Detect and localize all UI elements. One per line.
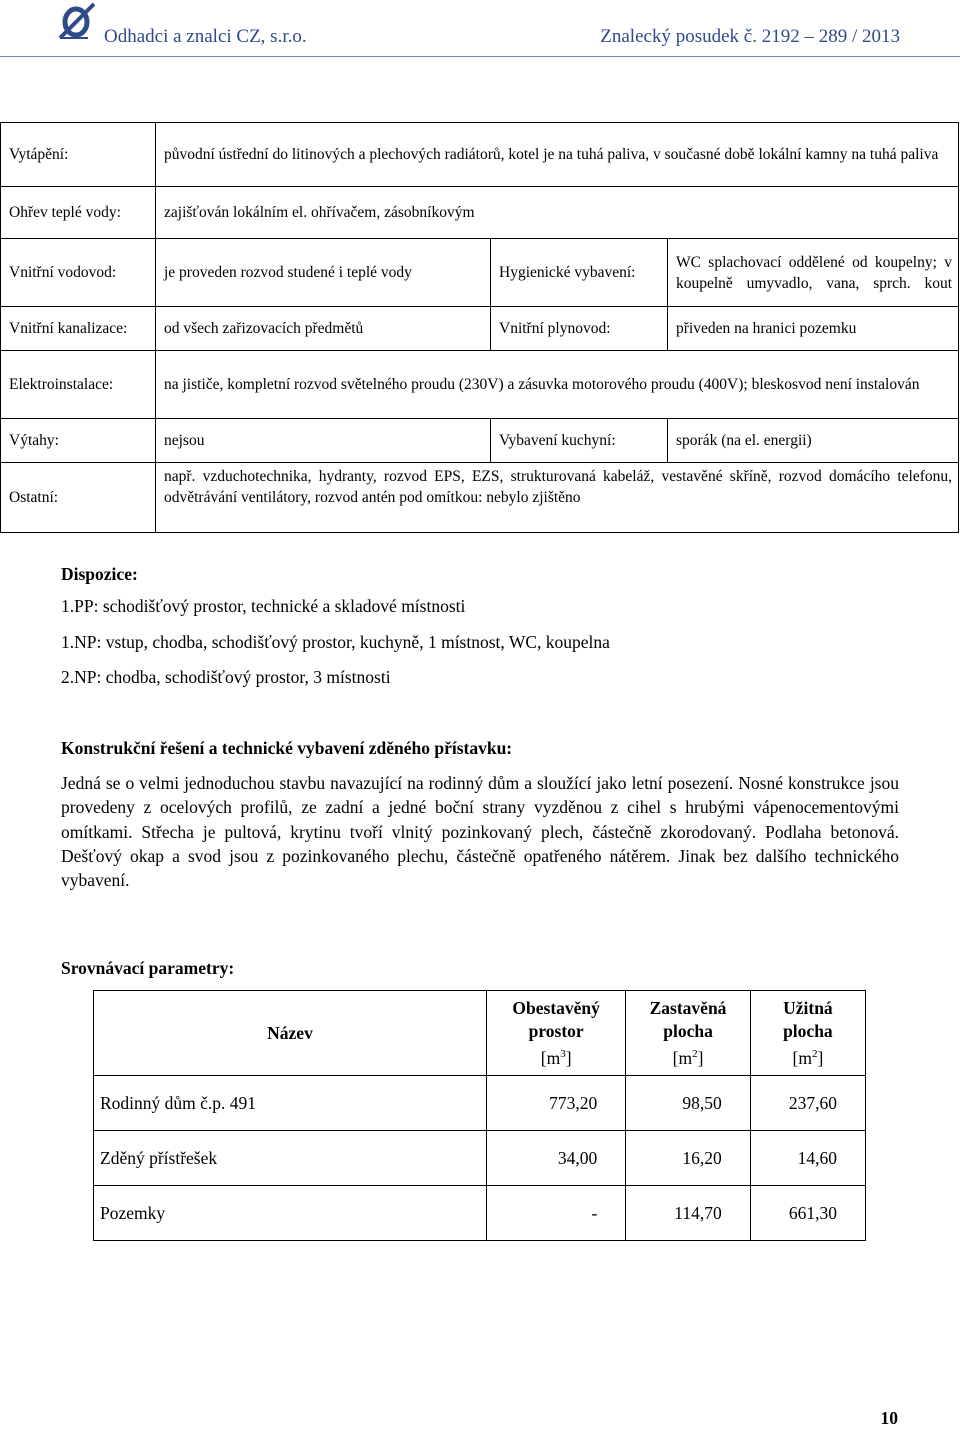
heating-value: původní ústřední do litinových a plechových radiátorů, kotel je na tuhá paliva, v současné době lokální kamny na tuhá paliva <box>156 123 959 187</box>
sewer-value: od všech zařizovacích předmětů <box>156 307 491 351</box>
other-label: Ostatní: <box>1 463 156 533</box>
other-value: např. vzduchotechnika, hydranty, rozvod EPS, EZS, strukturovaná kabeláž, vestavěné skříně, rozvod domácího telefonu, odvětrávání ventilátory, rozvod antén pod omítkou: nebylo zjištěno <box>156 463 959 533</box>
row-name: Rodinný dům č.p. 491 <box>94 1076 487 1131</box>
page-number: 10 <box>880 1408 898 1428</box>
slashed-zero-logo-icon <box>58 2 98 40</box>
equipment-row-lift <box>1 419 959 463</box>
row-built-area: 98,50 <box>626 1076 750 1131</box>
kitchen-label: Vybavení kuchyní: <box>491 419 668 463</box>
parameters-table <box>93 990 866 1241</box>
table-row <box>94 1186 866 1241</box>
table-row <box>94 1076 866 1131</box>
col-header-name: Název <box>94 991 487 1076</box>
kitchen-value: sporák (na el. energii) <box>668 419 959 463</box>
hygiene-label: Hygienické vybavení: <box>491 239 668 307</box>
header-divider <box>0 56 960 57</box>
parameters-header-row <box>94 991 866 1076</box>
row-useful-area: 661,30 <box>750 1186 865 1241</box>
table-row <box>94 1131 866 1186</box>
electro-label: Elektroinstalace: <box>1 351 156 419</box>
electro-value: na jističe, kompletní rozvod světelného proudu (230V) a zásuvka motorového proudu (400V); bleskosvod není instalován <box>156 351 959 419</box>
hotwater-label: Ohřev teplé vody: <box>1 187 156 239</box>
dispozice-line-1np: 1.NP: vstup, chodba, schodišťový prostor, kuchyně, 1 místnost, WC, koupelna <box>61 632 610 652</box>
equipment-table <box>0 122 959 533</box>
water-label: Vnitřní vodovod: <box>1 239 156 307</box>
row-name: Pozemky <box>94 1186 487 1241</box>
gas-label: Vnitřní plynovod: <box>491 307 668 351</box>
col-header-built-area: Zastavěná plocha $[m^2]$ <box>626 991 750 1076</box>
row-built-area: 114,70 <box>626 1186 750 1241</box>
dispozice-line-1pp: 1.PP: schodišťový prostor, technické a skladové místnosti <box>61 596 466 616</box>
gas-value: přiveden na hranici pozemku <box>668 307 959 351</box>
row-name: Zděný přístřešek <box>94 1131 487 1186</box>
row-useful-area: 237,60 <box>750 1076 865 1131</box>
row-volume: 34,00 <box>487 1131 626 1186</box>
equipment-row-hotwater <box>1 187 959 239</box>
water-value: je proveden rozvod studené i teplé vody <box>156 239 491 307</box>
dispozice-title: Dispozice: <box>61 564 138 584</box>
hotwater-value: zajišťován lokálním el. ohřívačem, zásobníkovým <box>156 187 959 239</box>
equipment-row-water <box>1 239 959 307</box>
row-useful-area: 14,60 <box>750 1131 865 1186</box>
heating-label: Vytápění: <box>1 123 156 187</box>
srovnavaci-title: Srovnávací parametry: <box>61 958 235 978</box>
equipment-row-other <box>1 463 959 533</box>
equipment-row-sewer <box>1 307 959 351</box>
konstrukce-text: Jedná se o velmi jednoduchou stavbu navazující na rodinný dům a sloužící jako letní posezení. Nosné konstrukce jsou provedeny z ocelových profilů, ze zadní a jedné boční strany vyzděnou z cihel s hrubými vápenocementovými omítkami. Střecha je pultová, krytinu tvoří vlnitý pozinkovaný plech, částečně zkorodovaný. Podlaha betonová. Dešťový okap a svod jsou z pozinkovaného plechu, částečně opatřeného nátěrem. Jinak bez dalšího technického vybavení. <box>61 773 899 891</box>
header-report-number: Znalecký posudek č. 2192 – 289 / 2013 <box>600 26 900 47</box>
col-header-useful-area: Užitná plocha $[m^2]$ <box>750 991 865 1076</box>
dispozice-line-2np: 2.NP: chodba, schodišťový prostor, 3 místnosti <box>61 667 391 687</box>
hygiene-value: WC splachovací oddělené od koupelny; v koupelně umyvadlo, vana, sprch. kout <box>668 239 959 307</box>
equipment-row-heating <box>1 123 959 187</box>
lift-value: nejsou <box>156 419 491 463</box>
equipment-row-electro <box>1 351 959 419</box>
row-built-area: 16,20 <box>626 1131 750 1186</box>
col-header-volume: Obestavěný prostor $[m^3]$ <box>487 991 626 1076</box>
konstrukce-title: Konstrukční řešení a technické vybavení zděného přístavku: <box>61 738 513 758</box>
sewer-label: Vnitřní kanalizace: <box>1 307 156 351</box>
header-company: Odhadci a znalci CZ, s.r.o. <box>104 26 307 47</box>
lift-label: Výtahy: <box>1 419 156 463</box>
row-volume: 773,20 <box>487 1076 626 1131</box>
row-volume: - <box>487 1186 626 1241</box>
